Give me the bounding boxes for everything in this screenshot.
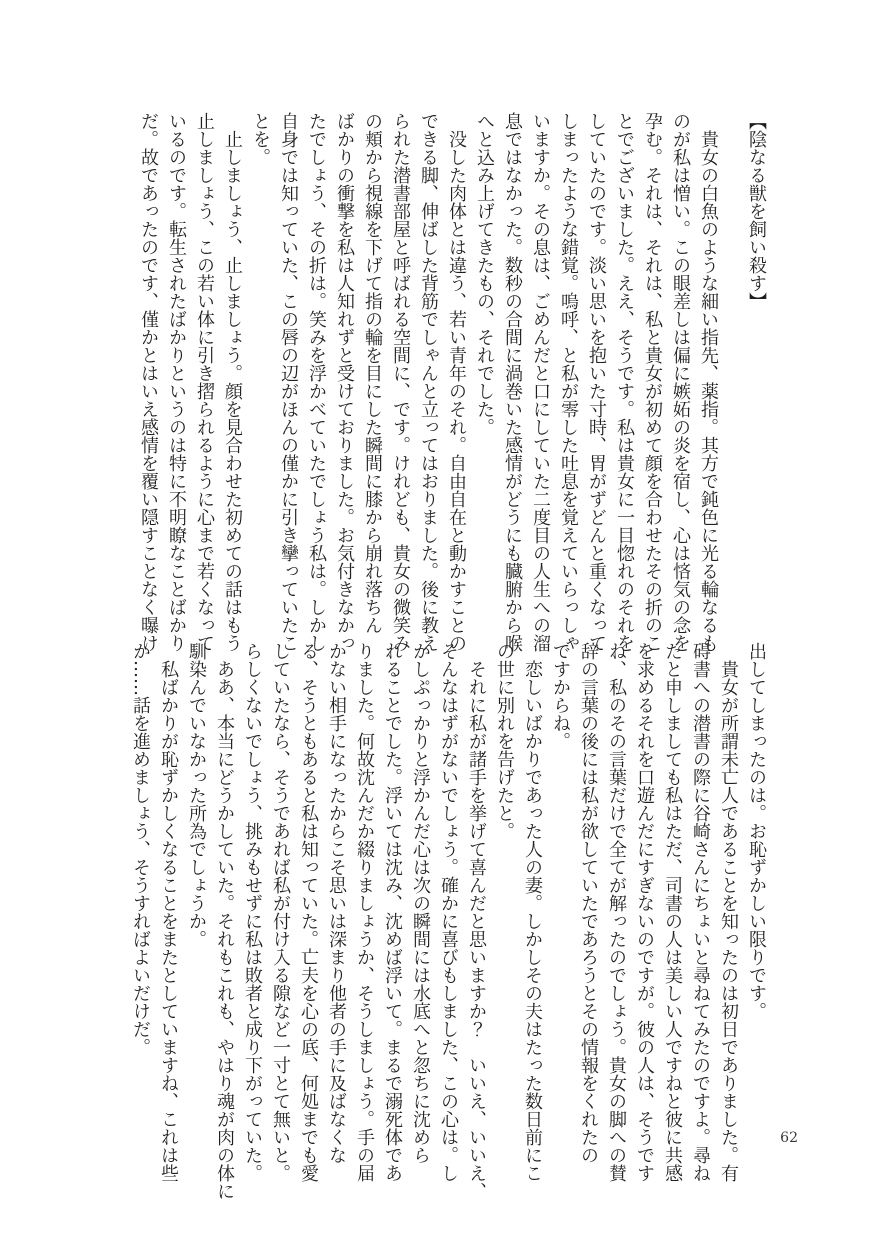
- text-block-bottom: [126, 642, 770, 1200]
- text-line: 私ばかりが恥ずかしくなることをまたとしていますね、これは些: [158, 660, 179, 1182]
- text-line: の世に別れを告げたと。: [494, 642, 515, 840]
- text-line: とを。: [250, 112, 271, 166]
- text-line: の頬から視線を下げて指の輪を目にした瞬間に膝から崩れ落ちん: [362, 112, 383, 634]
- text-line: 辞の言葉の後には私が欲していたであろうとその情報をくれたの: [578, 642, 599, 1164]
- text-line: ばかりの衝撃を私は人知れずと受けておりました。お気付きなかっ: [334, 112, 355, 652]
- text-line: 馴染んでいなかった所為でしょうか。: [186, 642, 207, 948]
- text-line: 止しましょう、止しましょう。顔を見合わせた初めての話はもう: [222, 130, 243, 652]
- text-line: たでしょう、その折は。笑みを浮かべていたでしょう私は。しかし: [306, 112, 327, 652]
- text-line: それに私が諸手を挙げて喜んだと思いますか？ いいえ、いいえ、: [466, 660, 487, 1200]
- text-line: 出してしまったのは。お恥ずかしい限りです。: [746, 642, 767, 1020]
- text-block-top: [134, 112, 770, 652]
- text-line: 息ではなかった。数秒の合間に渦巻いた感情がどうにも臓腑から喉: [502, 112, 523, 652]
- text-line: を求めるそれを口遊んだにすぎないのですが。彼の人は、そうです: [634, 642, 655, 1182]
- text-line: 自身では知っていた、この唇の辺がほんの僅かに引き攣っていたこ: [278, 112, 299, 652]
- text-line: ですからね。: [550, 642, 571, 750]
- page-number: 62: [780, 1130, 798, 1146]
- text-line: だ。故であったのです、僅かとはいえ感情を覆い隠すことなく曝け: [138, 112, 159, 652]
- text-line: ね、私のその言葉だけで全てが解ったのでしょう。貴女の脚への賛: [606, 642, 627, 1182]
- text-line: らしくないでしょう、挑みもせずに私は敗者と成り下がっていた。: [242, 642, 263, 1182]
- text-line: れることでした。浮いては沈み、沈めば浮いて。まるで溺死体であ: [382, 642, 403, 1182]
- text-line: られた潜書部屋と呼ばれる空間に、です。けれども、貴女の微笑み: [390, 112, 411, 652]
- text-line: 恋しいばかりであった人の妻。しかしその夫はたった数日前にこ: [522, 660, 543, 1182]
- text-line: 孕む。それは、それは、私と貴女が初めて顔を合わせたその折のこ: [642, 112, 663, 652]
- text-line: そんなはずがないでしょう。確かに喜びもしました、この心は。し: [438, 642, 459, 1182]
- text-line: ああ、本当にどうかしていた。それもこれも、やはり魂が肉の体に: [214, 660, 235, 1200]
- text-line: か……話を進めましょう、そうすればよいだけだ。: [130, 642, 151, 1056]
- text-line: 貴女が所謂未亡人であることを知ったのは初日でありました。有: [718, 660, 739, 1182]
- text-line: いるのです。転生されたばかりというのは特に不明瞭なことばかり: [166, 112, 187, 652]
- text-line: のが私は憎い。この眼差しは偏に嫉妬の炎を宿し、心は悋気の念を: [670, 112, 691, 652]
- text-line: りました。何故沈んだか綴りましょうか、そうしましょう。手の届: [354, 642, 375, 1182]
- text-line: していたのです。淡い思いを抱いた寸時、胃がずどんと重くなって: [586, 112, 607, 652]
- text-line: たと申しましても私はただ、司書の人は美しい人ですねと彼に共感: [662, 642, 683, 1182]
- text-line: る、そうともあると私は知っていた。亡夫を心の底、何処までも愛: [298, 642, 319, 1182]
- text-line: できる脚、伸ばした背筋でしゃんと立ってはおりました。後に教え: [418, 112, 439, 652]
- section-title: 【陰なる獣を飼い殺す】: [746, 112, 767, 310]
- text-line: しまったような錯覚。嗚呼、と私が零した吐息を覚えていらっしゃ: [558, 112, 579, 652]
- text-line: 没した肉体とは違う、若い青年のそれ。自由自在と動かすことの: [446, 130, 467, 652]
- text-line: とでございました。ええ、そうです。私は貴女に一目惚れのそれを: [614, 112, 635, 652]
- text-line: かしぷっかりと浮かんだ心は次の瞬間には水底へと忽ちに沈めら: [410, 642, 431, 1164]
- text-line: 貴女の白魚のような細い指先、薬指。其方で鈍色に光る輪なるも: [698, 130, 719, 652]
- text-line: いますか。その息は、ごめんだと口にしていた二度目の人生への溜: [530, 112, 551, 652]
- text-line: かない相手になったからこそ思いは深まり他者の手に及ばなくな: [326, 642, 347, 1164]
- text-line: 止しましょう、この若い体に引き摺られるように心まで若くなって: [194, 112, 215, 652]
- text-line: 碍書への潜書の際に谷崎さんにちょいと尋ねてみたのですよ。尋ね: [690, 642, 711, 1182]
- text-line: へと込み上げてきたもの、それでした。: [474, 112, 495, 436]
- text-line: していたなら、そうであれば私が付け入る隙など一寸とて無いと。: [270, 642, 291, 1182]
